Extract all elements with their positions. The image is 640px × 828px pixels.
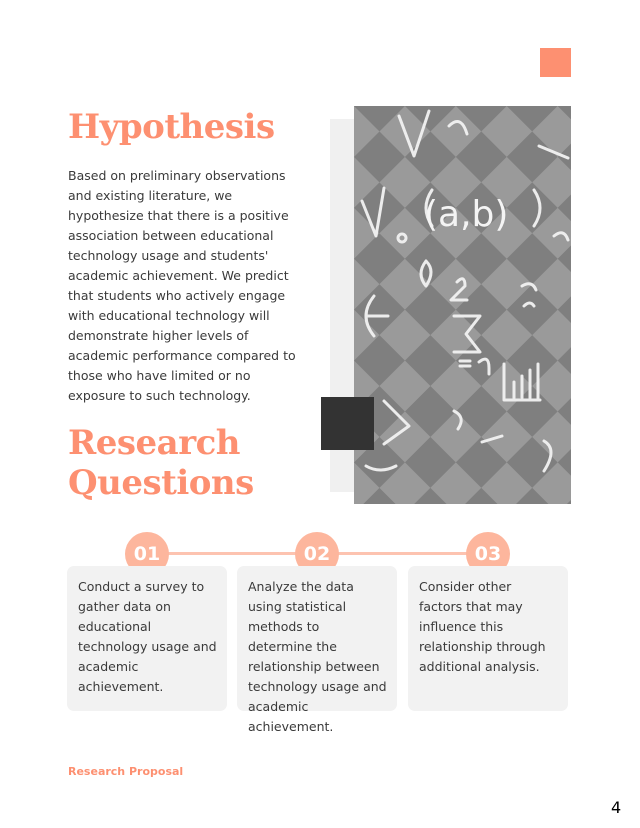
step-number-3: 03 bbox=[466, 532, 510, 576]
math-chalkboard-image bbox=[354, 106, 571, 504]
step-card-2: Analyze the data using statistical methods to determine the relationship between technology usage and academic achievement. bbox=[237, 566, 397, 711]
hypothesis-heading: Hypothesis bbox=[68, 107, 275, 147]
dark-square bbox=[321, 397, 374, 450]
step-number-2: 02 bbox=[295, 532, 339, 576]
page-number: 4 bbox=[611, 798, 622, 817]
research-questions-heading: Research Questions bbox=[68, 423, 254, 503]
chalk-text: (a,b) bbox=[424, 194, 509, 235]
footer-label: Research Proposal bbox=[68, 765, 184, 778]
step-card-3: Consider other factors that may influence this relationship through additional analysis. bbox=[408, 566, 568, 711]
step-number-1: 01 bbox=[125, 532, 169, 576]
accent-square bbox=[540, 48, 571, 77]
hypothesis-body: Based on preliminary observations and existing literature, we hypothesize that there is a positive association between educational technology usage and students' academic achievement. We predict that students who actively engage with educational technology will demonstrate higher levels of academic performance compared to those who have limited or no exposure to such technology. bbox=[68, 168, 296, 403]
step-card-1: Conduct a survey to gather data on educational technology usage and academic achievement. bbox=[67, 566, 227, 711]
